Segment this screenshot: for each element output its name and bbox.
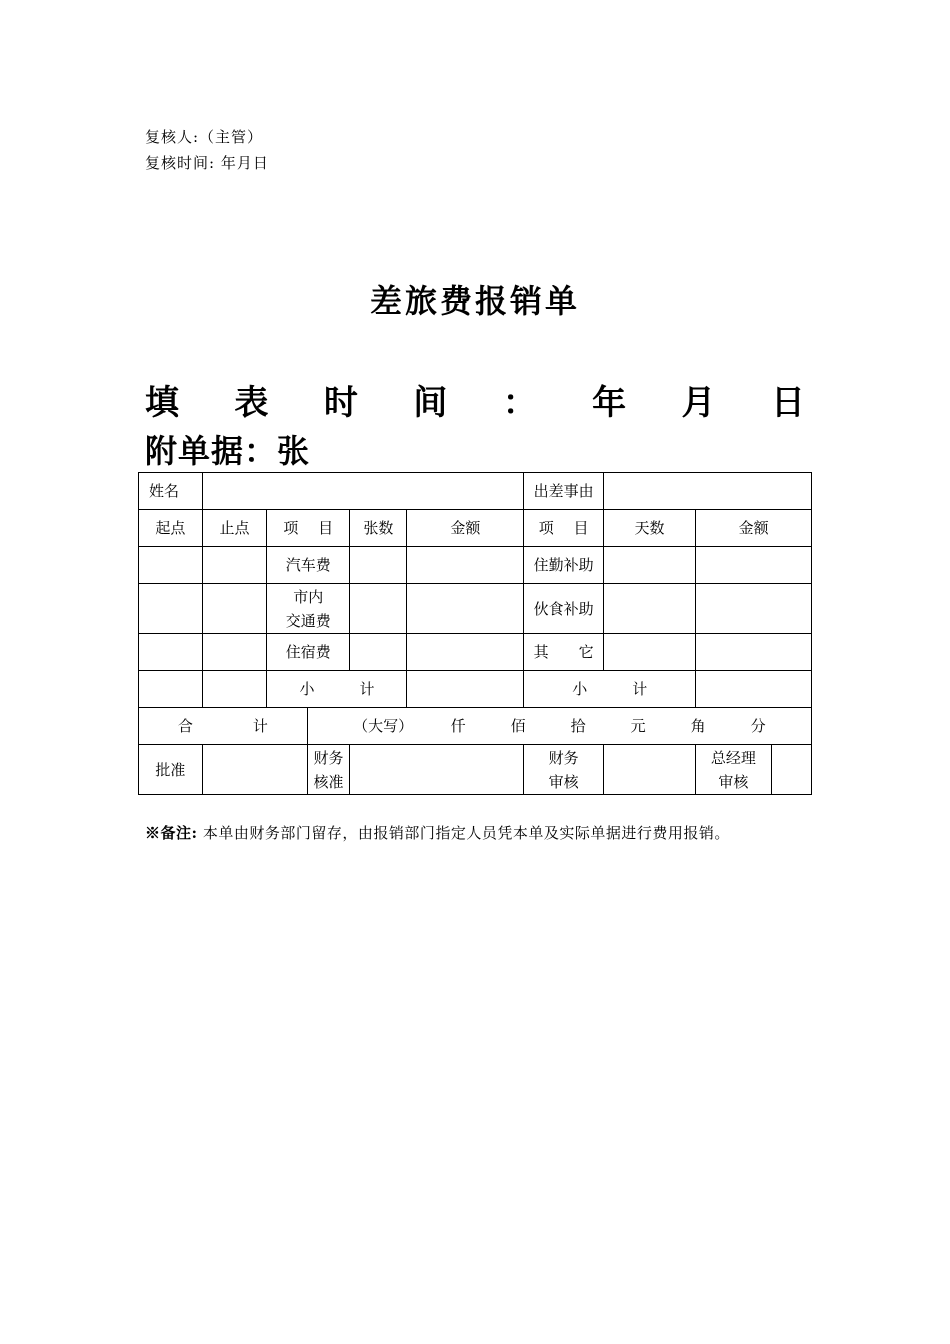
subtotal-amount[interactable] bbox=[407, 671, 524, 708]
gm-audit-line2: 审核 bbox=[718, 772, 749, 791]
fill-time-char: 表 bbox=[234, 382, 269, 423]
other-amount[interactable] bbox=[696, 634, 812, 671]
col-item2-header: 项 目 bbox=[524, 510, 604, 547]
start-cell[interactable] bbox=[139, 584, 203, 634]
lodging-sheets[interactable] bbox=[350, 634, 407, 671]
fill-time-char: 填 bbox=[145, 382, 179, 423]
bus-fee-sheets[interactable] bbox=[350, 547, 407, 584]
total-capital-field[interactable]: （大写） 仟 佰 拾 元 角 分 bbox=[307, 708, 811, 745]
lodging-fee-label: 住宿费 bbox=[267, 634, 350, 671]
lodging-amount[interactable] bbox=[407, 634, 524, 671]
col-item-header: 项 目 bbox=[267, 510, 350, 547]
finance-audit-line1: 财务 bbox=[548, 748, 579, 767]
bus-fee-amount[interactable] bbox=[407, 547, 524, 584]
approve-field[interactable] bbox=[202, 745, 307, 795]
finance-approve-field[interactable] bbox=[350, 745, 524, 795]
table-row bbox=[139, 671, 812, 708]
expense-form-table bbox=[138, 472, 812, 795]
finance-approve-label bbox=[307, 745, 349, 795]
col-amount2-header: 金额 bbox=[696, 510, 812, 547]
fill-time-char: 年 bbox=[592, 382, 627, 423]
col-start-header: 起点 bbox=[139, 510, 203, 547]
start-cell[interactable] bbox=[139, 547, 203, 584]
name-label: 姓名 bbox=[139, 473, 203, 510]
footnote bbox=[145, 822, 730, 843]
city-transport-label bbox=[267, 584, 350, 634]
fill-time-char: 时 bbox=[323, 382, 358, 423]
reviewer-line: 复核人:（主管） bbox=[145, 128, 264, 146]
start-cell[interactable] bbox=[139, 671, 203, 708]
document-title: 差旅费报销单 bbox=[369, 282, 580, 320]
name-field[interactable] bbox=[202, 473, 524, 510]
gm-audit-label bbox=[696, 745, 771, 795]
meal-subsidy-label: 伙食补助 bbox=[524, 584, 604, 634]
other-label: 其 它 bbox=[524, 634, 604, 671]
finance-audit-line2: 审核 bbox=[548, 772, 579, 791]
city-transport-amount[interactable] bbox=[407, 584, 524, 634]
subtotal2-label: 小 计 bbox=[524, 671, 696, 708]
col-sheets-header: 张数 bbox=[350, 510, 407, 547]
end-cell[interactable] bbox=[202, 671, 267, 708]
attendance-amount[interactable] bbox=[696, 547, 812, 584]
col-days-header: 天数 bbox=[603, 510, 695, 547]
meal-days[interactable] bbox=[603, 584, 695, 634]
meal-amount[interactable] bbox=[696, 584, 812, 634]
finance-audit-label bbox=[524, 745, 604, 795]
table-row bbox=[139, 745, 812, 795]
end-cell[interactable] bbox=[202, 547, 267, 584]
finance-approve-line2: 核准 bbox=[313, 772, 344, 791]
table-row bbox=[139, 708, 812, 745]
attachments-line: 附单据：张 bbox=[145, 432, 311, 470]
col-amount-header: 金额 bbox=[407, 510, 524, 547]
fill-time-char: 间 bbox=[413, 382, 448, 423]
gm-audit-field[interactable] bbox=[771, 745, 811, 795]
fill-time-line bbox=[145, 376, 805, 422]
table-row bbox=[139, 510, 812, 547]
total-label: 合 计 bbox=[139, 708, 308, 745]
start-cell[interactable] bbox=[139, 634, 203, 671]
subtotal-label: 小 计 bbox=[267, 671, 407, 708]
note-text: 本单由财务部门留存，由报销部门指定人员凭本单及实际单据进行费用报销。 bbox=[197, 824, 730, 842]
finance-approve-line1: 财务 bbox=[313, 748, 344, 767]
gm-audit-line1: 总经理 bbox=[710, 748, 756, 767]
fill-time-char: 月 bbox=[681, 382, 716, 423]
city-transport-line2: 交通费 bbox=[285, 611, 331, 630]
trip-reason-label: 出差事由 bbox=[524, 473, 604, 510]
fill-time-char: ： bbox=[502, 382, 537, 423]
city-transport-line1: 市内 bbox=[293, 587, 324, 606]
other-days[interactable] bbox=[603, 634, 695, 671]
subtotal2-amount[interactable] bbox=[696, 671, 812, 708]
attendance-days[interactable] bbox=[603, 547, 695, 584]
end-cell[interactable] bbox=[202, 584, 267, 634]
finance-audit-field[interactable] bbox=[603, 745, 695, 795]
bus-fee-label: 汽车费 bbox=[267, 547, 350, 584]
note-label: ※备注: bbox=[145, 824, 198, 842]
attendance-subsidy-label: 住勤补助 bbox=[524, 547, 604, 584]
table-row bbox=[139, 547, 812, 584]
fill-time-char: 日 bbox=[770, 382, 805, 423]
end-cell[interactable] bbox=[202, 634, 267, 671]
col-end-header: 止点 bbox=[202, 510, 267, 547]
table-row bbox=[139, 473, 812, 510]
approve-label: 批准 bbox=[139, 745, 203, 795]
review-time-line: 复核时间: 年月日 bbox=[145, 154, 269, 172]
table-row bbox=[139, 634, 812, 671]
city-transport-sheets[interactable] bbox=[350, 584, 407, 634]
table-row bbox=[139, 584, 812, 634]
trip-reason-field[interactable] bbox=[603, 473, 811, 510]
